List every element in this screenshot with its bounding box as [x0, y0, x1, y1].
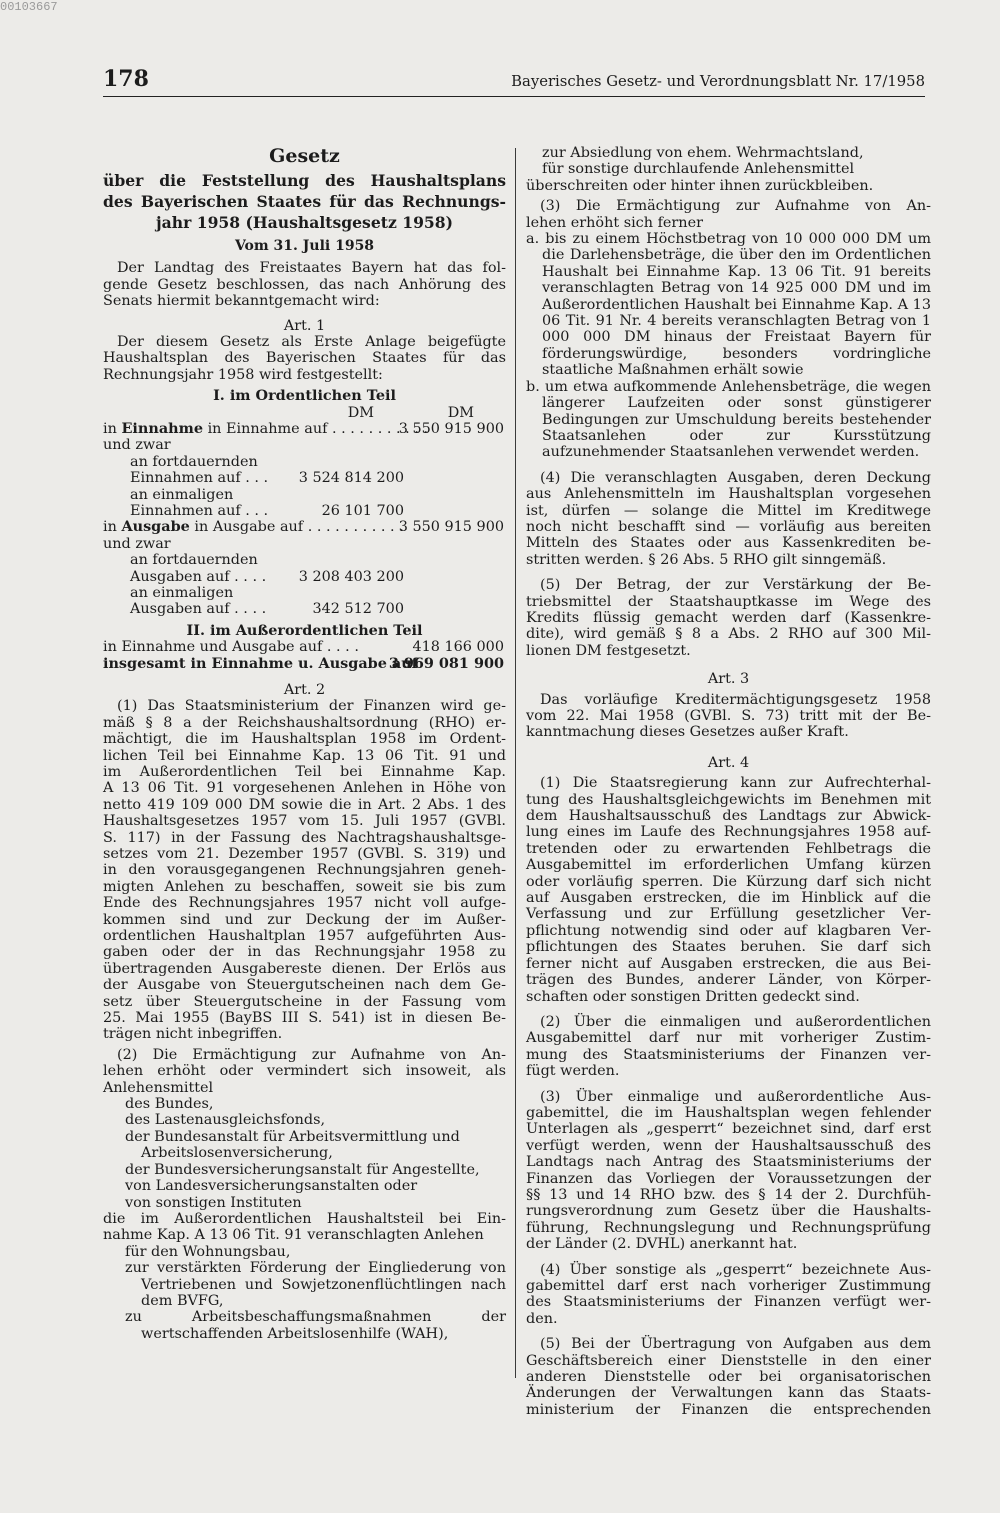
text-line: (5) Bei der Übertragung von Aufgaben aus dem [540, 1336, 931, 1353]
budget-row [103, 552, 506, 568]
budget-row [103, 569, 506, 585]
list-item: des Bundes, [125, 1096, 214, 1113]
budget-row [103, 585, 506, 601]
purpose-list-continued [542, 145, 931, 178]
list-item-a: a. bis zu einem Höchstbetrag von 10 000 000 DM um die Darlehensbeträge, die über den im Ordentlichen Haushalt bei Einnahme Kap. 13 06 Tit. 91 bereits veranschlagten Betrag von 14 925 000 DM und im Außerordentlichen Haushalt bei Einnahme Kap. A 13 06 Tit. 91 Nr. 4 bereits veranschlagten Betrag von 1 000 000 DM hinaus der Freistaat Bayern für förderungswürdige, besonders vordringliche staatliche Maßnahmen erhält sowie [526, 231, 931, 379]
text-line: (2) Über die einmaligen und außerordentlichen [540, 1013, 931, 1030]
budget-value: 418 166 000 [412, 639, 504, 656]
text-line: ministerium der Finanzen die entsprechenden [526, 1401, 931, 1418]
list-item: von Landesversicherungsanstalten oder [125, 1178, 418, 1195]
list-item: zur Absiedlung von ehem. Wehrmachtsland, [542, 145, 864, 161]
budget-row [103, 454, 506, 470]
budget-row [103, 601, 506, 617]
text-line: fügt werden. [526, 1063, 620, 1080]
text-line: im Außerordentlichen Teil bei Einnahme Kap. [103, 763, 506, 780]
article-2-paragraph-2 [103, 1047, 506, 1096]
text-line: verfügt werden, wenn der Haushaltsausschuß des [526, 1137, 931, 1154]
text-line: den. [526, 1310, 558, 1327]
text-line: Ausgabemittel darf nur mit vorheriger Zustim- [526, 1030, 931, 1047]
text-line: Landtags nach Antrag des Staatsministeriums der [526, 1154, 931, 1171]
budget-value: 26 101 700 [321, 503, 404, 519]
text-line: Finanzen das Vorliegen der Voraussetzungen der [526, 1170, 931, 1187]
article-2-paragraph-1 [103, 698, 506, 1043]
budget-value: 3 550 915 900 [398, 421, 504, 438]
budget-total-row [103, 656, 506, 672]
article-3-text [526, 692, 931, 741]
article-2-continuation [103, 1211, 506, 1244]
text-line: in den vorausgegangenen Rechnungsjahren geneh- [103, 862, 506, 879]
text-line: Das vorläufige Kreditermächtigungsgesetz 1958 [540, 691, 931, 708]
text-line: dite), wird gemäß § 8 a Abs. 2 RHO auf 300 Mil- [526, 626, 931, 643]
budget-label: und zwar [103, 535, 171, 552]
law-subtitle-line: des Bayerischen Staates für das Rechnungs- [103, 192, 506, 211]
text-line: ferner nicht auf Ausgaben erstrecken, die aus Bei- [526, 955, 931, 972]
text-line: Ende des Rechnungsjahres 1957 nicht voll aufge- [103, 895, 506, 912]
text-line: lionen DM festgesetzt. [526, 642, 691, 659]
article-heading: Art. 2 [283, 681, 326, 698]
text-line: trägen nicht inbegriffen. [103, 1026, 283, 1043]
text-line: netto 419 109 000 DM sowie die in Art. 2 Abs. 1 des [103, 796, 506, 813]
text-line: Mitteln des Staates oder aus Kassenkrediten be- [526, 535, 931, 552]
text-line: des Staatsministeriums der Finanzen verfügt wer- [526, 1294, 931, 1311]
text-line: anderen Dienststelle oder bei organisatorischen [526, 1369, 931, 1386]
text-line: triebsmittel der Staatshauptkasse im Wege des [526, 593, 931, 610]
text-line: setz über Steuergutscheine in der Fassung vom [103, 993, 506, 1010]
text-line: migten Anlehen zu beschaffen, soweit sie bis zum [103, 878, 506, 895]
text-line: (2) Die Ermächtigung zur Aufnahme von An- [117, 1046, 506, 1063]
list-item: des Lastenausgleichsfonds, [125, 1112, 326, 1129]
text-line: gaben oder der in das Rechnungsjahr 1958 zu [103, 944, 506, 961]
text-line: tung des Haushaltsgleichgewichts im Benehmen mit [526, 791, 931, 808]
text-line: trägen des Bundes, anderer Länder, von Körper- [526, 972, 931, 989]
text-line: der Länder (2. DVHL) anerkannt hat. [526, 1236, 798, 1253]
text-line: ordentlichen Haushaltplan 1957 aufgeführten Aus- [103, 928, 506, 945]
text-line: lung eines im Laufe des Rechnungsjahres 1958 auf- [526, 824, 931, 841]
budget-label: Ausgaben auf . . . . [130, 568, 267, 585]
budget-label: an fortdauernden [130, 453, 258, 470]
text-line: oder vorläufig sperren. Die Kürzung darf sich nicht [526, 873, 931, 890]
text-line: stritten werden. § 26 Abs. 5 RHO gilt sinngemäß. [526, 551, 887, 568]
list-item: von sonstigen Instituten [125, 1194, 302, 1211]
text-line: kanntmachung dieses Gesetzes außer Kraft. [526, 724, 849, 741]
budget-value: 3 969 081 900 [388, 654, 504, 672]
text-line: Geschäftsbereich einer Dienststelle in den einer [526, 1352, 931, 1369]
budget-label: Einnahmen auf . . . [130, 503, 269, 519]
budget-label: an einmaligen [130, 584, 234, 601]
budget-row [103, 503, 506, 519]
text-line: (4) Die veranschlagten Ausgaben, deren Deckung [540, 469, 931, 486]
text-line: lehen erhöht sich ferner [526, 214, 703, 231]
budget-row [103, 470, 506, 486]
text-line: Anlehensmittel [103, 1079, 214, 1096]
row-label-text: in Ausgabe auf . . . . . . . . . . . [194, 519, 404, 536]
article-heading: Art. 3 [707, 671, 750, 688]
law-subtitle-line: jahr 1958 (Haushaltsgesetz 1958) [155, 213, 454, 232]
text-line: Kredits flüssig gemacht werden darf (Kassenkre- [526, 609, 931, 626]
text-line: (5) Der Betrag, der zur Verstärkung der Be- [540, 577, 931, 594]
text-line: mung des Staatsministeriums der Finanzen ver- [526, 1046, 931, 1063]
budget-row [103, 639, 506, 655]
left-column [103, 145, 506, 1342]
text-line: setzes vom 21. Dezember 1957 (GVBl. S. 319) und [103, 845, 506, 862]
text-line: auf Ausgaben erstrecken, die im Hinblick auf die [526, 890, 931, 907]
list-item: zur verstärkten Förderung der Eingliederung von Vertriebenen und Sowjetzonenflüchtlingen nach dem BVFG, [125, 1260, 506, 1309]
text-line: ist, dürfen — solange die Mittel im Kreditwege [526, 502, 931, 519]
section-heading: II. im Außerordentlichen Teil [186, 621, 423, 639]
text-line: Rechnungsjahr 1958 wird festgestellt: [103, 366, 383, 383]
journal-title: Bayerisches Gesetz- und Verordnungsblatt Nr. 17/1958 [511, 73, 925, 90]
budget-table [103, 421, 506, 618]
budget-label: und zwar [103, 437, 171, 454]
article-4-paragraph-4 [526, 1262, 931, 1328]
text-line: Der diesem Gesetz als Erste Anlage beigefügte [117, 334, 506, 351]
law-date: Vom 31. Juli 1958 [234, 238, 375, 254]
text-line: (3) Die Ermächtigung zur Aufnahme von An- [540, 198, 931, 215]
budget-value: 3 208 403 200 [298, 568, 404, 585]
budget-row [103, 437, 506, 453]
text-line: vom 22. Mai 1958 (GVBl. S. 73) tritt mit der Be- [526, 708, 931, 724]
text-line: S. 117) in der Fassung des Nachtragshaushaltsge- [103, 829, 506, 846]
article-1-text [103, 334, 506, 383]
lender-list [125, 1096, 506, 1211]
list-item: für den Wohnungsbau, [125, 1243, 291, 1260]
text-line: mäß § 8 a der Reichshaushaltsordnung (RHO) er- [103, 714, 506, 731]
law-title: Gesetz [269, 145, 340, 167]
text-line: führung, Rechnungslegung und Rechnungsprüfung [526, 1219, 931, 1236]
budget-label: in Einnahme und Ausgabe auf . . . . [103, 639, 359, 656]
text-line: Ausgabemittel im erforderlichen Umfang kürzen [526, 857, 931, 874]
text-line: tretenden oder zu erwartenden Fehlbetrags die [526, 840, 931, 857]
page-number: 178 [103, 66, 149, 92]
text-line: (1) Die Staatsregierung kann zur Aufrechterhal- [540, 775, 931, 792]
budget-label: an einmaligen [130, 486, 234, 503]
list-item: der Bundesversicherungsanstalt für Angestellte, [125, 1161, 480, 1178]
text-line: übertragenden Ausgabereste dienen. Der Erlös aus [103, 960, 506, 977]
list-item: zu Arbeitsbeschaffungsmaßnahmen der wertschaffenden Arbeitslosenhilfe (WAH), [125, 1309, 506, 1342]
text-line: Änderungen der Verwaltungen kann das Staats- [526, 1385, 931, 1402]
text-line: der Ausgabe von Steuergutscheinen nach dem Ge- [103, 977, 506, 994]
archive-id: 00103667 [0, 0, 58, 14]
text-line: schaften oder sonstigen Dritten gedeckt sind. [526, 988, 860, 1005]
text-line: (1) Das Staatsministerium der Finanzen wird ge- [117, 698, 506, 715]
text-line: überschreiten oder hinter ihnen zurückbleiben. [526, 177, 874, 194]
list-item: der Bundesanstalt für Arbeitsvermittlung und Arbeitslosenversicherung, [125, 1128, 460, 1162]
article-4-paragraph-5 [526, 1336, 931, 1418]
intro-paragraph [103, 260, 506, 309]
text-line: gabemittel, die im Haushaltsplan wegen fehlender [526, 1104, 931, 1121]
budget-value: 342 512 700 [312, 601, 404, 618]
currency-label: DM [347, 404, 374, 421]
purpose-list [125, 1244, 506, 1342]
text-line: nahme Kap. A 13 06 Tit. 91 veranschlagten Anlehen [103, 1227, 484, 1244]
paragraph-3-intro [526, 198, 931, 231]
text-line: noch nicht beschafft sind — vorläufig aus bereiten [526, 518, 931, 535]
budget-value: 3 524 814 200 [298, 470, 404, 487]
text-line: lichen Teil bei Einnahme Kap. 13 06 Tit. 91 und [103, 747, 506, 764]
section-heading: I. im Ordentlichen Teil [213, 387, 396, 405]
text-line: §§ 13 und 14 RHO bzw. des § 14 der 2. Durchfüh- [526, 1186, 931, 1203]
text-line: Der Landtag des Freistaates Bayern hat das fol- [117, 260, 506, 277]
text-line: lehen erhöht oder vermindert sich insoweit, als [103, 1063, 506, 1080]
article-4-paragraph-1 [526, 775, 931, 1005]
text-line: Senats hiermit bekanntgemacht wird: [103, 293, 380, 310]
text-line: mächtigt, die im Haushaltsplan 1958 im Ordent- [103, 731, 506, 748]
budget-label: an fortdauernden [130, 552, 258, 569]
article-heading: Art. 4 [707, 754, 750, 771]
budget-label: in Ausgabe in Ausgabe auf . . . . . . . . . . . [103, 518, 404, 536]
currency-header [103, 405, 506, 421]
budget-label: Einnahmen auf . . . [130, 470, 269, 487]
budget-row [103, 536, 506, 552]
paragraph-4 [526, 470, 931, 568]
text-line: gabemittel darf erst nach vorheriger Zustimmung [526, 1278, 931, 1294]
text-line: (4) Über sonstige als „gesperrt“ bezeichnete Aus- [540, 1261, 931, 1278]
law-subtitle-line: über die Feststellung des Haushaltsplans [103, 171, 506, 190]
text-line: A 13 06 Tit. 91 vorgesehenen Anlehen in Höhe von [103, 780, 506, 797]
list-item-b: b. um etwa aufkommende Anlehensbeträge, die wegen längerer Laufzeiten oder sonst günstigerer Bedingungen zur Umschuldung bereits bestehender Staatsanlehen oder zur Kursstützung aufzunehmender Staatsanlehen verwendet werden. [526, 378, 931, 461]
column-divider [515, 148, 516, 1378]
article-heading: Art. 1 [283, 317, 326, 334]
right-column [526, 145, 931, 1418]
budget-row [103, 519, 506, 535]
budget-value: 3 550 915 900 [398, 519, 504, 536]
text-line: aus Anlehensmitteln im Haushaltsplan vorgesehen [526, 486, 931, 503]
text-line: Unterlagen als „gesperrt“ bezeichnet sind, darf erst [526, 1121, 931, 1138]
budget-label: insgesamt in Einnahme u. Ausgabe auf [103, 654, 418, 672]
budget-row [103, 421, 506, 437]
text-line: 25. Mai 1955 (BayBS III S. 541) ist in diesen Be- [103, 1010, 506, 1027]
text-line: die im Außerordentlichen Haushaltsteil bei Ein- [103, 1210, 506, 1227]
text-line: gende Gesetz beschlossen, das nach Anhörung des [103, 276, 506, 293]
text-line: dem Haushaltsausschuß des Landtags zur Abwick- [526, 808, 931, 825]
budget-row [103, 487, 506, 503]
paragraph-5 [526, 577, 931, 659]
text-line: (3) Über einmalige und außerordentliche Aus- [540, 1088, 931, 1105]
text-line: kommen sind und zur Deckung der im Außer- [103, 911, 506, 928]
budget-label: Ausgaben auf . . . . [130, 601, 267, 618]
article-4-paragraph-2 [526, 1014, 931, 1080]
budget-label: in Einnahme in Einnahme auf . . . . . . . . . . . [103, 420, 429, 438]
row-label-text: in Einnahme auf . . . . . . . . . . . [207, 421, 429, 438]
text-line: pflichtung notwendig sind oder auf klagbaren Ver- [526, 922, 931, 939]
text-line: rungsverordnung zum Gesetz über die Haushalts- [526, 1203, 931, 1220]
page-header [103, 66, 925, 97]
article-4-paragraph-3 [526, 1089, 931, 1253]
text-line: pflichtungen des Staates beruhen. Sie darf sich [526, 939, 931, 956]
text-line: Haushaltsplan des Bayerischen Staates für das [103, 350, 506, 367]
text-line: Haushaltsgesetzes 1957 vom 15. Juli 1957 (GVBl. [103, 813, 506, 830]
list-item: für sonstige durchlaufende Anlehensmittel [542, 161, 855, 178]
text-line: Verfassung und zur Erfüllung gesetzlicher Ver- [526, 906, 931, 923]
currency-label: DM [447, 404, 474, 421]
